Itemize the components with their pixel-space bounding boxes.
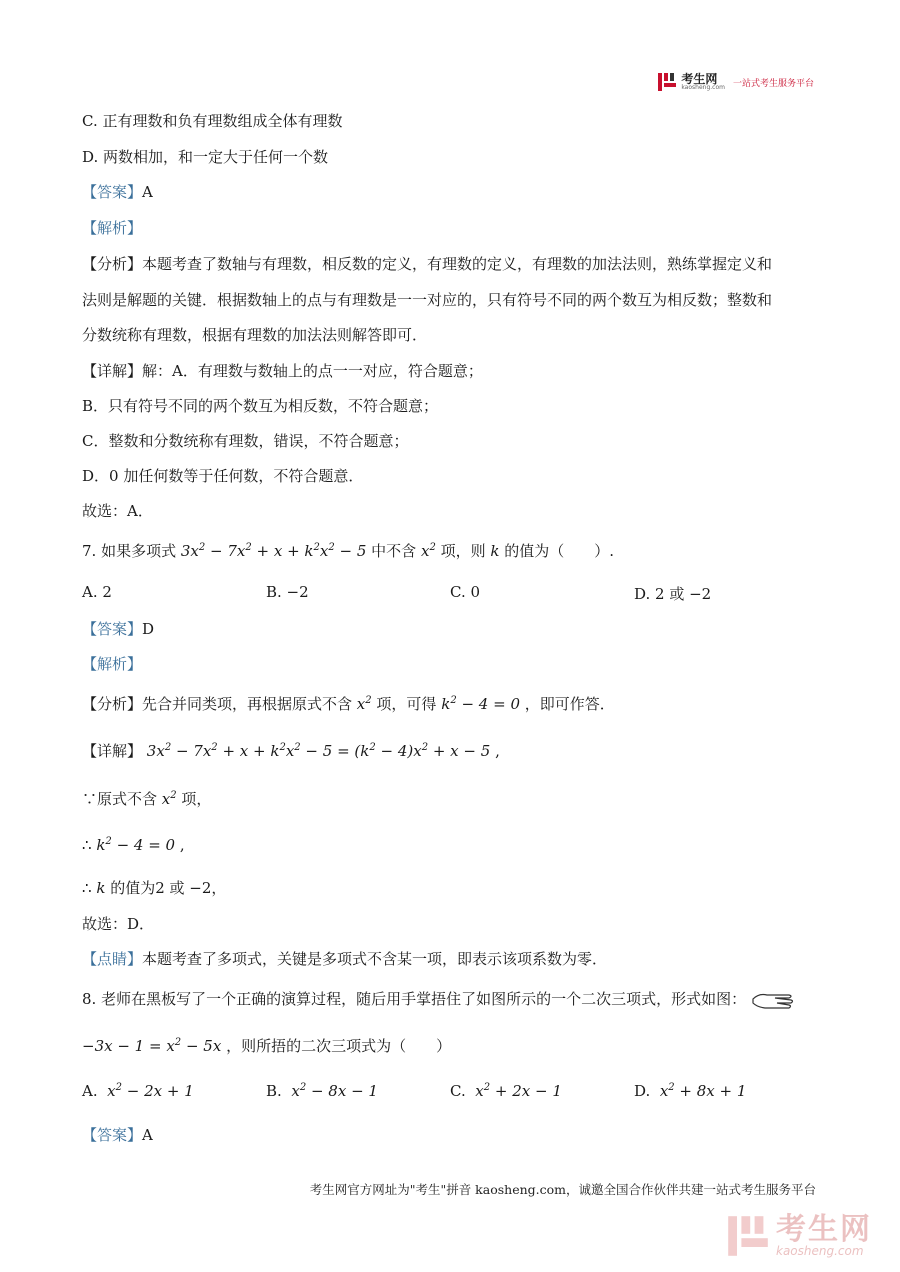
q7-because: ∵原式不含 $x^2$ 项， — [82, 790, 212, 808]
watermark-en: kaosheng.com — [776, 1244, 864, 1258]
q7-xiangjie: 【详解】 $3x^2 - 7x^2 + x + k^2x^2 - 5 = (k^2 - 4)x^2 + x - 5$ , — [82, 742, 500, 760]
q6-xiangjie-d: D．0 加任何数等于任何数，不符合题意． — [82, 467, 364, 485]
q6-analysis-tag: 【解析】 — [82, 219, 143, 237]
q7-expansion: $3x^2 - 7x^2 + x + k^2x^2 - 5 = (k^2 - 4)x^2 + x - 5$ — [146, 742, 491, 760]
q6-fenxi-line3: 分数统称有理数，根据有理数的加法法则解答即可． — [82, 326, 428, 344]
logo-cn: 考生网 — [681, 72, 718, 86]
q8-option-a: A. $x^2 - 2x + 1$ — [82, 1082, 194, 1100]
answer-value: A — [142, 183, 153, 201]
q8-option-c: C. $x^2 + 2x - 1$ — [450, 1082, 562, 1100]
q8-stem-line1: 8. 老师在黑板写了一个正确的演算过程，随后用手掌捂住了如图所示的一个二次三项式，形式如图： — [82, 988, 795, 1011]
q8-option-b: B. $x^2 - 8x - 1$ — [266, 1082, 378, 1100]
q7-fenxi: 【分析】先合并同类项，再根据原式不含 $x^2$ 项，可得 $k^2 - 4 = 0$ ，即可作答． — [82, 695, 615, 713]
watermark — [726, 1214, 872, 1258]
hand-icon — [751, 989, 795, 1011]
q8-answer: 【答案】A — [82, 1126, 153, 1144]
answer-tag: 【答案】 — [82, 183, 143, 201]
logo-en: kaosheng.com — [681, 84, 725, 91]
q6-option-c: C. 正有理数和负有理数组成全体有理数 — [82, 112, 343, 130]
q6-fenxi-line1: 【分析】本题考查了数轴与有理数，相反数的定义，有理数的定义，有理数的加法法则，熟练掌握定义和 — [82, 255, 773, 273]
header-logo — [657, 72, 814, 92]
q6-xiangjie-c: C．整数和分数统称有理数，错误，不符合题意； — [82, 432, 409, 450]
q7-option-b: B. −2 — [266, 583, 309, 601]
q7-therefore2: ∴ k 的值为2 或 −2， — [82, 879, 227, 897]
q7-analysis-tag: 【解析】 — [82, 655, 143, 673]
logo-slogan: 一站式考生服务平台 — [732, 78, 814, 89]
q6-option-d: D. 两数相加，和一定大于任何一个数 — [82, 148, 329, 166]
q8-stem-line2: $-3x - 1 = x^2 - 5x$ ，则所捂的二次三项式为（ ） — [82, 1037, 452, 1055]
q6-xiangjie-b: B．只有符号不同的两个数互为相反数，不符合题意； — [82, 397, 439, 415]
q7-polynomial: $3x^2 - 7x^2 + x + k^2x^2 - 5$ — [180, 542, 367, 560]
q8-option-d: D. $x^2 + 8x + 1$ — [634, 1082, 747, 1100]
kaosheng-logo-icon — [657, 72, 677, 92]
footer-text: 考生网官方网址为"考生"拼音 kaosheng.com，诚邀全国合作伙伴共建一站式考生服务平台 — [309, 1182, 816, 1197]
q7-option-d: D. 2 或 −2 — [634, 585, 712, 603]
q7-option-a: A. 2 — [82, 583, 112, 601]
q6-fenxi-line2: 法则是解题的关键．根据数轴上的点与有理数是一一对应的，只有符号不同的两个数互为相反数；整数和 — [82, 291, 773, 309]
q7-dianjing: 【点睛】本题考查了多项式，关键是多项式不含某一项，即表示该项系数为零． — [82, 950, 608, 968]
q7-therefore1: ∴ $k^2 - 4 = 0$ , — [82, 836, 185, 854]
q6-xiangjie-a: 【详解】解：A．有理数与数轴上的点一一对应，符合题意； — [82, 362, 483, 380]
q7-guxuan: 故选：D． — [82, 915, 155, 933]
watermark-logo-icon — [726, 1214, 770, 1258]
q7-option-c: C. 0 — [450, 583, 481, 601]
q7-answer: 【答案】D — [82, 620, 155, 638]
watermark-cn: 考生网 — [776, 1212, 872, 1247]
q6-answer — [82, 181, 153, 202]
q7-stem: 7. 如果多项式 $3x^2 - 7x^2 + x + k^2x^2 - 5$ 中不含 $x^2$ 项，则 k 的值为（ ）. — [82, 542, 615, 560]
q8-equation: $-3x - 1 = x^2 - 5x$ — [82, 1037, 222, 1055]
q6-guxuan: 故选：A． — [82, 502, 153, 520]
